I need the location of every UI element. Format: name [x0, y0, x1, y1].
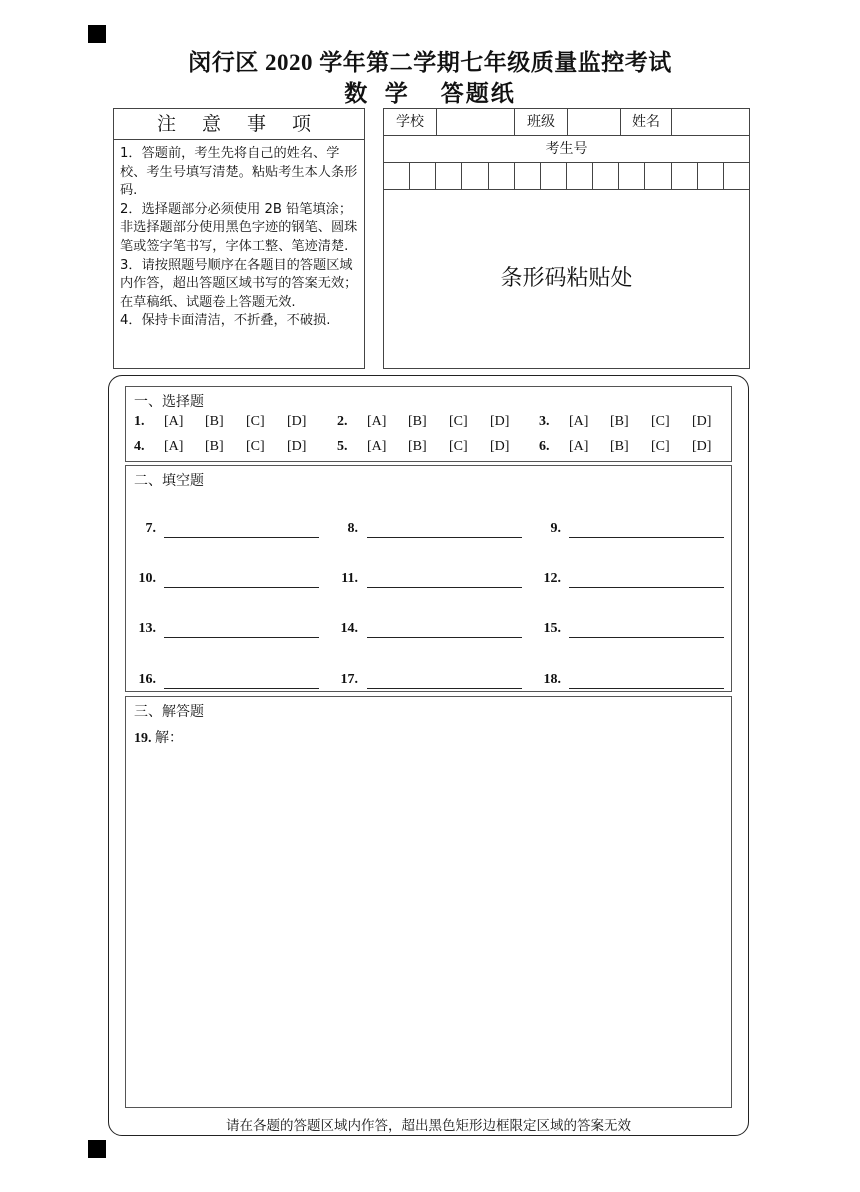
mc-option-bubble[interactable]: [B]	[408, 414, 427, 429]
blank-question-number: 12.	[543, 571, 561, 586]
mc-option-bubble[interactable]: [A]	[367, 414, 387, 429]
mc-option-bubble[interactable]: [C]	[449, 414, 468, 429]
mc-option-bubble[interactable]: [A]	[569, 439, 589, 454]
mc-option-bubble[interactable]: [D]	[490, 439, 510, 454]
mc-question-number: 6.	[539, 439, 550, 454]
section-title: 三、解答题	[134, 704, 204, 720]
mc-option-bubble[interactable]: [D]	[490, 414, 510, 429]
mc-option-bubble[interactable]: [A]	[164, 414, 184, 429]
notice-item: 2．选择题部分必须使用 2B 铅笔填涂；非选择题部分使用黑色字迹的钢笔、圆珠笔或签字笔书写，字体工整、笔迹清楚.	[120, 201, 358, 254]
mc-option-bubble[interactable]: [D]	[287, 439, 307, 454]
mc-option-bubble[interactable]: [D]	[692, 439, 712, 454]
blank-question-number: 15.	[543, 621, 561, 636]
mc-option-bubble[interactable]: [C]	[651, 439, 670, 454]
mc-option-bubble[interactable]: [D]	[287, 414, 307, 429]
mc-question-number: 4.	[134, 439, 145, 454]
answer-blank-line[interactable]	[367, 688, 522, 689]
answer-blank-line[interactable]	[367, 537, 522, 538]
mc-option-bubble[interactable]: [B]	[610, 439, 629, 454]
mc-option-bubble[interactable]: [C]	[651, 414, 670, 429]
blank-question-number: 9.	[550, 521, 561, 536]
question-19	[134, 727, 183, 747]
mc-question-number: 5.	[337, 439, 348, 454]
mc-option-bubble[interactable]: [B]	[408, 439, 427, 454]
blank-question-number: 17.	[340, 672, 358, 687]
mc-option-bubble[interactable]: [A]	[164, 439, 184, 454]
name-label: 姓名	[632, 114, 660, 130]
answer-prefix: 解：	[155, 731, 183, 746]
blank-question-number: 14.	[340, 621, 358, 636]
class-label: 班级	[527, 114, 555, 130]
mc-question-number: 1.	[134, 414, 145, 429]
blank-question-number: 10.	[138, 571, 156, 586]
answer-blank-line[interactable]	[367, 637, 522, 638]
mc-option-bubble[interactable]: [C]	[246, 439, 265, 454]
answer-blank-line[interactable]	[164, 587, 319, 588]
mc-option-bubble[interactable]: [C]	[246, 414, 265, 429]
blank-question-number: 11.	[341, 571, 358, 586]
mc-question-number: 2.	[337, 414, 348, 429]
barcode-area: 条形码粘贴处	[500, 266, 633, 291]
answer-blank-line[interactable]	[569, 688, 724, 689]
name-field[interactable]	[672, 109, 749, 135]
footer-note: 请在各题的答题区域内作答，超出黑色矩形边框限定区域的答案无效	[226, 1118, 631, 1134]
notice-heading: 注 意 事 项	[114, 109, 364, 140]
mc-option-bubble[interactable]: [B]	[205, 439, 224, 454]
mc-question-number: 3.	[539, 414, 550, 429]
answer-blank-line[interactable]	[164, 637, 319, 638]
mc-option-bubble[interactable]: [A]	[569, 414, 589, 429]
answer-blank-line[interactable]	[569, 587, 724, 588]
alignment-marker-top	[88, 25, 106, 43]
question-number: 19.	[134, 731, 152, 746]
school-field[interactable]	[437, 109, 514, 135]
blank-question-number: 8.	[347, 521, 358, 536]
answer-blank-line[interactable]	[569, 537, 724, 538]
free-response-section[interactable]	[125, 696, 732, 1108]
blank-question-number: 18.	[543, 672, 561, 687]
mc-option-bubble[interactable]: [B]	[610, 414, 629, 429]
blank-question-number: 7.	[145, 521, 156, 536]
section-title: 一、选择题	[134, 394, 204, 410]
answer-blank-line[interactable]	[164, 688, 319, 689]
student-info-box	[383, 108, 750, 369]
blank-question-number: 13.	[138, 621, 156, 636]
answer-blank-line[interactable]	[367, 587, 522, 588]
page-title: 闵行区 2020 学年第二学期七年级质量监控考试	[188, 50, 672, 75]
notice-box	[113, 108, 365, 369]
mc-option-bubble[interactable]: [B]	[205, 414, 224, 429]
exam-number-boxes[interactable]	[384, 163, 749, 190]
fill-blank-section	[125, 465, 732, 692]
exam-number-label: 考生号	[384, 136, 749, 163]
class-field[interactable]	[568, 109, 620, 135]
section-title: 二、填空题	[134, 473, 204, 489]
school-label: 学校	[396, 114, 424, 130]
mc-option-bubble[interactable]: [D]	[692, 414, 712, 429]
notice-item: 4．保持卡面清洁，不折叠，不破损.	[120, 313, 331, 329]
answer-blank-line[interactable]	[164, 537, 319, 538]
answer-blank-line[interactable]	[569, 637, 724, 638]
notice-item: 1．答题前，考生先将自己的姓名、学校、考生号填写清楚。粘贴考生本人条形码.	[120, 146, 358, 199]
notice-item: 3．请按照题号顺序在各题目的答题区域内作答，超出答题区域书写的答案无效；在草稿纸、试题卷上答题无效.	[120, 257, 358, 310]
mc-option-bubble[interactable]: [A]	[367, 439, 387, 454]
mc-option-bubble[interactable]: [C]	[449, 439, 468, 454]
notice-list	[114, 140, 364, 331]
blank-question-number: 16.	[138, 672, 156, 687]
info-row	[384, 109, 749, 136]
page-subtitle: 数 学 答题纸	[344, 81, 516, 106]
alignment-marker-bottom	[88, 1140, 106, 1158]
